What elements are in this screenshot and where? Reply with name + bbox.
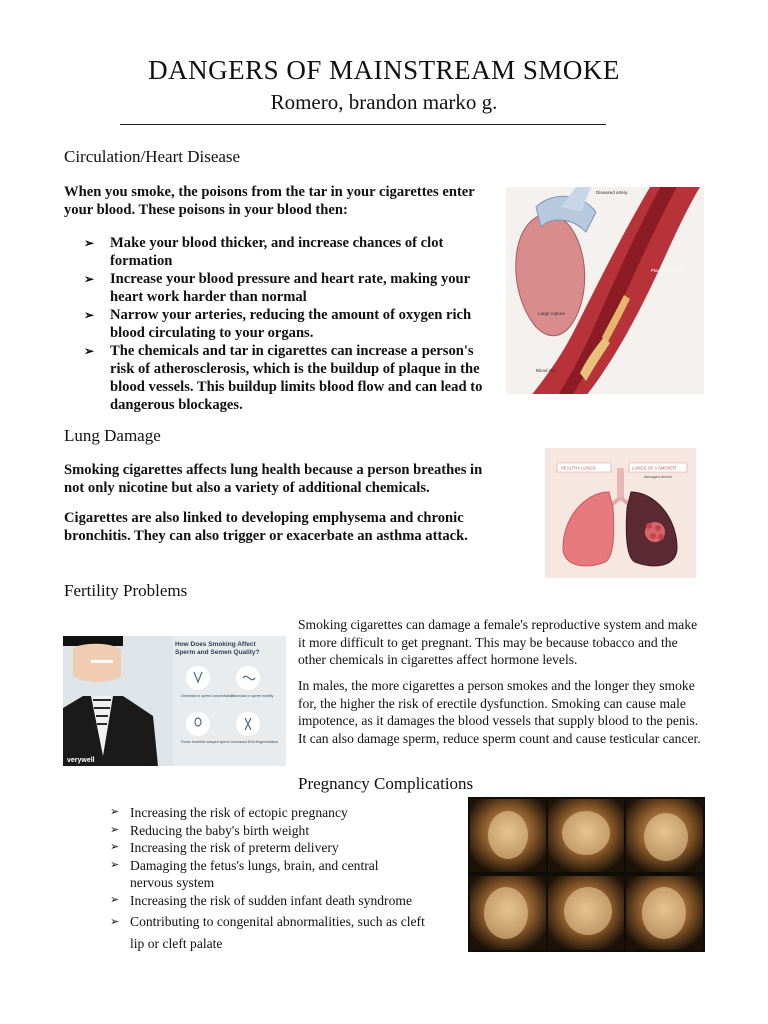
- infographic-item-2: Decrease in sperm motility: [231, 694, 274, 698]
- list-item: ➢ Damaging the fetus's lungs, brain, and central nervous system: [110, 857, 379, 890]
- list-item: ➢ Make your blood thicker, and increase chances of clot formation: [84, 235, 444, 269]
- label-healthy-lungs: HEALTHY LUNGS: [561, 465, 596, 471]
- brand-logo-text: verywell: [67, 757, 95, 764]
- arrow-bullet-icon: ➢: [110, 841, 120, 853]
- list-item: ➢ Increasing the risk of preterm delivery: [110, 840, 339, 855]
- circulation-bullet-list: [64, 234, 500, 414]
- label-large-rupture: Large rupture: [538, 311, 566, 316]
- arrow-bullet-icon: ➢: [84, 308, 95, 322]
- infographic-item-3: Fewer healthier-shaped sperm: [181, 740, 230, 744]
- infographic-item-4: Increased DNA fragmentation: [231, 740, 279, 744]
- fertility-paragraph-1-text: Smoking cigarettes can damage a female's reproductive system and make it more difficult to get pregnant. This may be because tobacco and the other chemicals in cigarettes affect hormone levels.: [64, 616, 704, 784]
- arrow-bullet-icon: ➢: [84, 272, 95, 286]
- list-item: ➢ Reducing the baby's birth weight: [110, 822, 310, 838]
- arrow-bullet-icon: ➢: [110, 823, 120, 836]
- section-heading-circulation: Circulation/Heart Disease: [64, 147, 241, 166]
- document-title: DANGERS OF MAINSTREAM SMOKE: [148, 55, 620, 85]
- arrow-bullet-icon: ➢: [84, 344, 95, 358]
- section-heading-pregnancy: Pregnancy Complications: [298, 774, 474, 793]
- sperm-quality-infographic: [63, 636, 286, 766]
- heart-artery-illustration: [506, 187, 704, 394]
- label-blood-clot: Blood clot: [536, 368, 556, 373]
- list-item: ➢ Narrow your arteries, reducing the amount of oxygen rich blood circulating to your organs.: [84, 307, 472, 341]
- title-divider: [120, 124, 606, 125]
- infographic-title-1: How Does Smoking Affect: [175, 641, 256, 648]
- fertility-paragraph-2: In males, the more cigarettes a person smokes and the longer they smoke for, the higher the risk of erectile dysfunction. Smoking can cause male impotence, as it damages the blood vessels that supply blood to the penis. It can also damage sperm, reduce sperm count and cause testicular cancer.: [298, 678, 701, 746]
- lung-paragraph-2: Cigarettes are also linked to developing emphysema and chronic bronchitis. They can also trigger or exacerbate an asthma attack.: [64, 510, 468, 544]
- list-item: ➢ Increase your blood pressure and heart rate, making your heart work harder than normal: [84, 271, 470, 305]
- arrow-bullet-icon: ➢: [84, 236, 95, 250]
- label-diseased-artery: Diseased artery: [596, 190, 628, 195]
- arrow-bullet-icon: ➢: [110, 806, 120, 818]
- pregnancy-bullet-list: [82, 804, 462, 955]
- infographic-title-2: Sperm and Semen Quality?: [175, 649, 260, 656]
- arrow-bullet-icon: ➢: [110, 893, 120, 906]
- arrow-bullet-icon: ➢: [110, 858, 120, 871]
- label-plaque: Plaque build-up: [651, 268, 683, 273]
- fetal-ultrasound-images: [468, 797, 705, 952]
- infographic-item-1: Decrease in sperm concentration: [181, 694, 234, 698]
- section-heading-fertility: Fertility Problems: [64, 581, 188, 600]
- arrow-bullet-icon: ➢: [110, 916, 120, 928]
- lung-paragraph-1: Smoking cigarettes affects lung health because a person breathes in not only nicotine but also a variety of additional chemicals.: [64, 462, 483, 496]
- label-smoker-lungs: LUNGS OF A SMOKER: [632, 465, 677, 471]
- list-item: ➢ Contributing to congenital abnormalities, such as cleft lip or cleft palate: [82, 911, 430, 955]
- lungs-comparison-illustration: [545, 448, 696, 578]
- list-item: ➢ Increasing the risk of sudden infant death syndrome: [110, 892, 412, 908]
- section-heading-lung: Lung Damage: [64, 426, 161, 445]
- list-item: ➢ The chemicals and tar in cigarettes can increase a person's risk of atherosclerosis, which is the buildup of plaque in the blood vessels. This buildup limits blood flow and can lead to dangerous blockages.: [84, 343, 483, 413]
- circulation-intro: When you smoke, the poisons from the tar in your cigarettes enter your blood. These poisons in your blood then:: [64, 184, 475, 218]
- document-author: Romero, brandon marko g.: [270, 90, 498, 114]
- list-item: ➢ Increasing the risk of ectopic pregnancy: [110, 805, 348, 820]
- label-damaged-alveoli: damaged alveoli: [644, 475, 672, 479]
